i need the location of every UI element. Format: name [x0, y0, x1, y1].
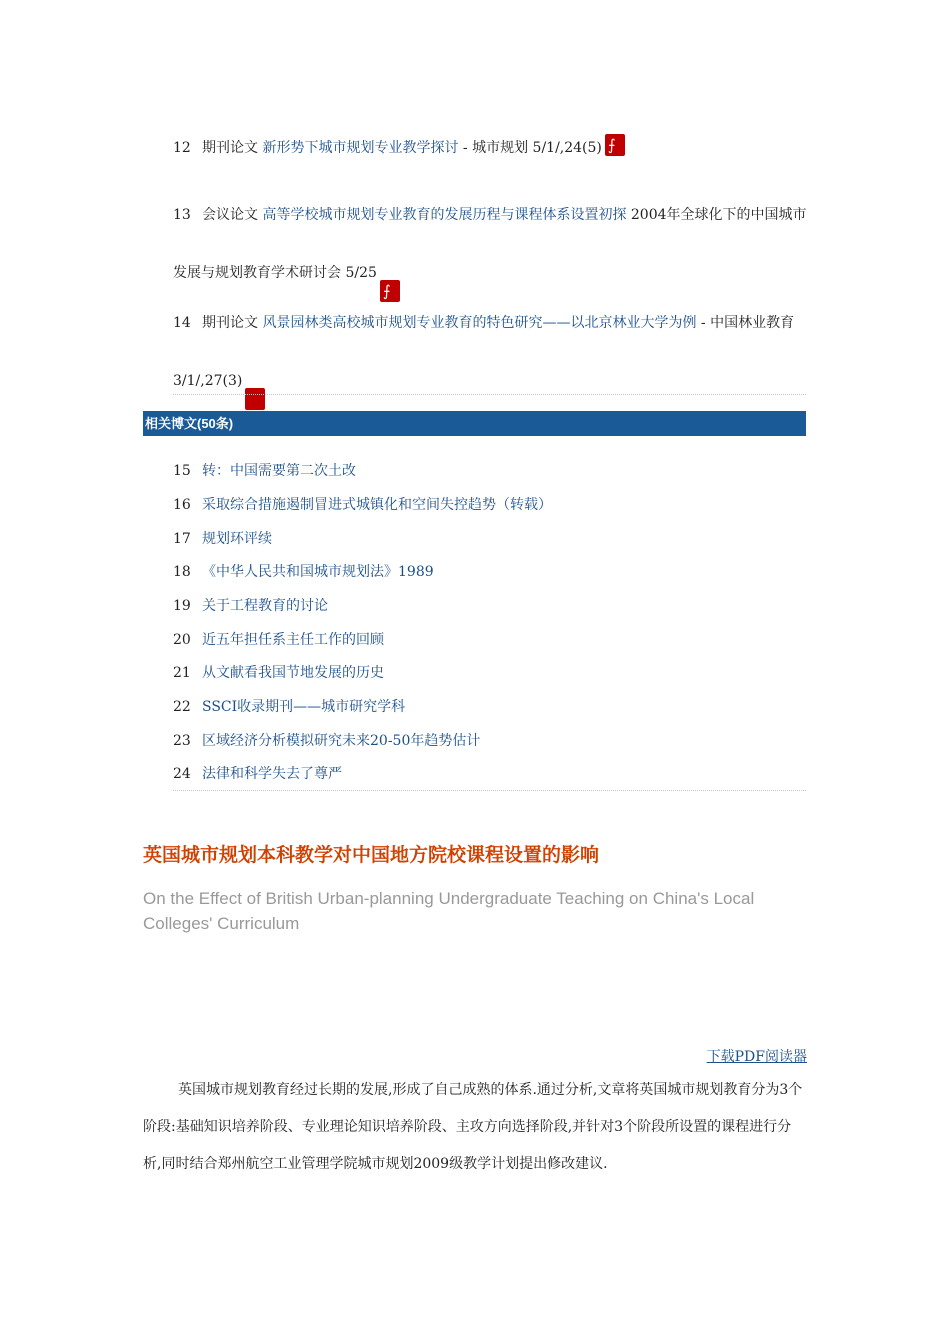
article-abstract: 英国城市规划教育经过长期的发展,形成了自己成熟的体系.通过分析,文章将英国城市规划教育分为3个阶段:基础知识培养阶段、专业理论知识培养阶段、主攻方向选择阶段,并针对3个阶段所设置的课程进行分析,同时结合郑州航空工业管理学院城市规划2009级教学计划提出修改建议. [143, 1082, 803, 1172]
download-pdf-reader-link[interactable]: 下载PDF阅读器 [706, 1049, 807, 1065]
blog-post-link[interactable]: 关于工程教育的讨论 [202, 598, 328, 614]
divider [173, 790, 806, 791]
entry-type: 期刊论文 [202, 315, 258, 331]
entry-number: 17 [173, 531, 191, 547]
entry-number: 22 [173, 699, 191, 715]
entry-number: 16 [173, 497, 191, 513]
blog-post-item [173, 765, 342, 783]
paper-source: - 中国林业教育 3/1/,27(3) [173, 315, 795, 389]
blog-post-item [173, 732, 480, 750]
paper-title-link[interactable]: 新形势下城市规划专业教学探讨 [262, 140, 459, 156]
paper-title-link[interactable]: 高等学校城市规划专业教育的发展历程与课程体系设置初探 [262, 207, 627, 223]
blog-post-item [173, 496, 552, 514]
blog-post-item [173, 597, 328, 615]
paper-entry [173, 294, 808, 410]
blog-post-link[interactable]: 区域经济分析模拟研究未来20-50年趋势估计 [202, 733, 481, 749]
pdf-icon[interactable] [245, 388, 265, 410]
blog-post-link[interactable]: 法律和科学失去了尊严 [202, 766, 342, 782]
blog-post-link[interactable]: 近五年担任系主任工作的回顾 [202, 632, 384, 648]
blog-post-link[interactable]: 从文献看我国节地发展的历史 [202, 665, 384, 681]
paper-title-link[interactable]: 风景园林类高校城市规划专业教育的特色研究——以北京林业大学为例 [262, 315, 697, 331]
entry-type: 期刊论文 [202, 140, 258, 156]
entry-number: 20 [173, 632, 191, 648]
entry-number: 24 [173, 766, 191, 782]
blog-post-item [173, 631, 384, 649]
blog-post-item [173, 698, 405, 716]
entry-number: 13 [173, 207, 191, 223]
blog-post-item [173, 664, 384, 682]
paper-source: - 城市规划 5/1/,24(5) [458, 140, 602, 156]
blog-post-item [173, 530, 272, 548]
blog-post-link[interactable]: 采取综合措施遏制冒进式城镇化和空间失控趋势（转载） [202, 497, 552, 513]
entry-number: 23 [173, 733, 191, 749]
related-blog-header: 相关博文(50条) [143, 411, 806, 436]
blog-post-link[interactable]: 《中华人民共和国城市规划法》1989 [202, 564, 434, 580]
blog-post-link[interactable]: 规划环评续 [202, 531, 272, 547]
blog-post-item [173, 462, 356, 480]
entry-number: 18 [173, 564, 191, 580]
entry-type: 会议论文 [202, 207, 258, 223]
entry-number: 14 [173, 315, 191, 331]
entry-number: 21 [173, 665, 191, 681]
blog-post-link[interactable]: 转：中国需要第二次土改 [202, 463, 356, 479]
paper-source: 2004年全球化下的中国城市发展与规划教育学术研讨会 5/25 [173, 207, 807, 281]
paper-entry [173, 136, 808, 158]
article-subtitle: On the Effect of British Urban-planning Undergraduate Teaching on China's Local Colleges' Curriculum [143, 889, 755, 933]
entry-number: 15 [173, 463, 191, 479]
blog-post-link[interactable]: SSCI收录期刊——城市研究学科 [202, 699, 406, 715]
divider [173, 394, 806, 395]
pdf-icon[interactable] [605, 134, 625, 156]
entry-number: 12 [173, 140, 191, 156]
paper-entry [173, 186, 808, 302]
blog-post-item [173, 563, 434, 581]
article-title: 英国城市规划本科教学对中国地方院校课程设置的影响 [143, 844, 600, 866]
entry-number: 19 [173, 598, 191, 614]
